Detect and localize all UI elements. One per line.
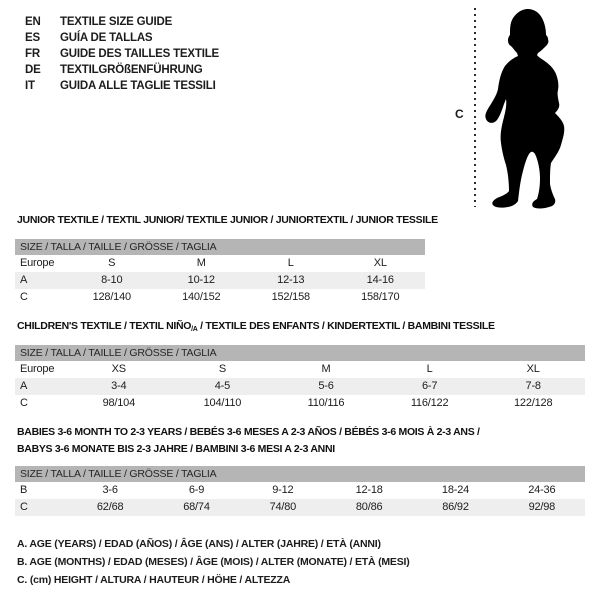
table-cell: 104/110 [203,397,242,409]
row-label: B [20,484,28,496]
table-cell: 6-9 [188,484,205,496]
lang-row-es [25,30,219,46]
lang-row-it [25,78,219,94]
size-header-bar: SIZE / TALLA / TAILLE / GRÖSSE / TAGLIA [15,466,585,482]
table-cell: L [426,363,433,375]
table-row-height [15,395,585,412]
row-label: C [20,397,28,409]
babies-size-table [15,466,585,516]
height-measure-dotted-line [474,8,476,207]
note-age-years: A. AGE (YEARS) / EDAD (AÑOS) / ÂGE (ANS) / ALTER (JAHRE) / ETÀ (ANNI) [17,538,381,550]
lang-label: TEXTILGRÖßENFÜHRUNG [60,64,203,76]
junior-table-title: JUNIOR TEXTILE / TEXTIL JUNIOR/ TEXTILE JUNIOR / JUNIORTEXTIL / JUNIOR TESSILE [17,214,438,226]
junior-size-table [15,239,425,306]
children-size-table [15,345,585,412]
lang-row-de [25,62,219,78]
table-cell: XL [373,257,387,269]
table-cell: 122/128 [514,397,553,409]
table-cell: 74/80 [269,501,297,513]
children-title-subscript: /A [191,326,198,333]
table-cell: 24-36 [528,484,556,496]
table-cell: 3-6 [102,484,118,496]
children-title-pre: CHILDREN'S TEXTILE / TEXTIL NIÑO [17,320,192,332]
table-cell: 140/152 [182,291,221,303]
table-cell: 3-4 [111,380,127,392]
table-cell: M [196,257,206,269]
table-cell: 9-12 [272,484,294,496]
table-cell: 12-13 [277,274,305,286]
babies-title-line2: BABYS 3-6 MONATE BIS 2-3 JAHRE / BAMBINI 3-6 MESI A 2-3 ANNI [17,443,335,455]
size-header-bar: SIZE / TALLA / TAILLE / GRÖSSE / TAGLIA [15,239,425,255]
table-cell: 86/92 [442,501,469,513]
height-marker-label: C [455,107,464,121]
table-row-age [15,378,585,395]
table-cell: 5-6 [318,380,334,392]
lang-label: TEXTILE SIZE GUIDE [60,16,173,28]
table-row-age [15,272,425,289]
lang-label: GUIDA ALLE TAGLIE TESSILI [60,80,216,92]
table-cell: 14-16 [366,274,394,286]
row-label: C [20,291,28,303]
toddler-silhouette-image [480,2,598,210]
children-table-title [17,318,495,338]
legend-notes [17,535,410,589]
babies-table-title [17,424,480,458]
row-label: Europe [20,363,55,375]
lang-code: ES [25,32,40,44]
size-header-bar: SIZE / TALLA / TAILLE / GRÖSSE / TAGLIA [15,345,585,361]
table-cell: 116/122 [410,397,449,409]
row-label: C [20,501,28,513]
lang-row-fr [25,46,219,62]
table-cell: 6-7 [421,380,438,392]
table-cell: S [108,257,116,269]
table-row-height [15,289,425,306]
row-label: A [20,380,28,392]
lang-code: FR [25,48,40,60]
table-cell: 4-5 [214,380,231,392]
table-cell: 10-12 [187,274,215,286]
table-cell: 92/98 [528,501,556,513]
table-cell: 128/140 [92,291,131,303]
children-title-post: / TEXTILE DES ENFANTS / KINDERTEXTIL / BAMBINI TESSILE [197,320,495,332]
lang-code: DE [25,64,41,76]
table-cell: 152/158 [271,291,310,303]
table-cell: 18-24 [441,484,470,496]
babies-title-line1: BABIES 3-6 MONTH TO 2-3 YEARS / BEBÉS 3-6 MESES A 2-3 AÑOS / BÉBÉS 3-6 MOIS À 2-3 ANS / [17,426,480,438]
table-cell: 98/104 [102,397,136,409]
table-cell: 7-8 [525,380,541,392]
lang-label: GUÍA DE TALLAS [60,32,153,44]
row-label: Europe [20,257,55,269]
table-cell: 62/68 [96,501,124,513]
lang-row-en [25,14,219,30]
language-title-block [25,14,219,94]
table-row-age-months [15,482,585,499]
table-row-europe [15,361,585,378]
table-cell: 8-10 [101,274,123,286]
table-cell: S [218,363,226,375]
table-cell: 68/74 [183,501,210,513]
lang-label: GUIDE DES TAILLES TEXTILE [60,48,219,60]
table-cell: XL [526,363,540,375]
table-cell: 80/86 [355,501,383,513]
table-cell: 110/116 [307,397,345,409]
note-height-cm: C. (cm) HEIGHT / ALTURA / HAUTEUR / HÖHE / ALTEZZA [17,574,291,586]
table-cell: XS [111,363,126,375]
table-row-europe [15,255,425,272]
table-cell: L [287,257,294,269]
table-cell: 12-18 [355,484,383,496]
lang-code: IT [25,80,35,92]
lang-code: EN [25,16,41,28]
note-age-months: B. AGE (MONTHS) / EDAD (MESES) / ÂGE (MOIS) / ALTER (MONATE) / ETÀ (MESI) [17,556,410,568]
table-cell: 158/170 [361,291,400,303]
table-row-height [15,499,585,516]
row-label: A [20,274,28,286]
table-cell: M [321,363,331,375]
